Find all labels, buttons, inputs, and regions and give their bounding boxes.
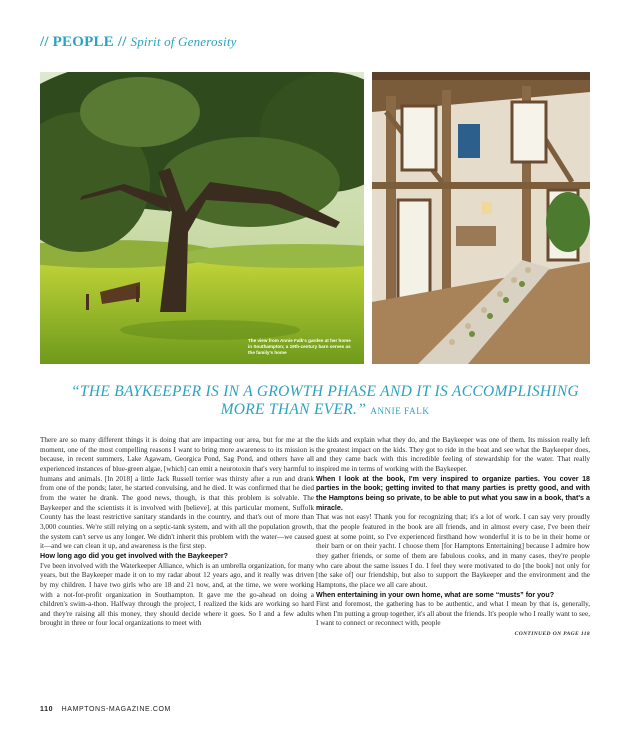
section-label: // PEOPLE // (40, 34, 127, 50)
interview-question: How long ago did you get involved with the Baykeeper? (40, 551, 229, 560)
body-paragraph: That was not easy! Thank you for recognizing that; it's a lot of work. I can say very proudly that the people featured in the book are all friends, and in almost every case, I've been their guest at some point, so I've experienced firsthand how wonderful it is to be in their home or their barn or on their yacht. I choose them [for Hamptons Entertaining] because I admire how they gather friends, or some of them are fabulous cooks, and in many cases, they're people who care about the same issues I do. I feel they were motivated to do [the book] not only for [the sake of] our friendship, but also to support the Baykeeper and the environment and the Hamptons, the place we all care about. (316, 513, 590, 589)
body-paragraph: the kids and explain what they do, and the Baykeeper was one of them. Its mission really left the greatest impact on the kids. They got to ride in the boat and see what the Baykeeper does, and they came back with this incredible feeling of stewardship for the water. That really inspired me in terms of working with the Baykeeper. (316, 436, 590, 473)
landscape-tree-icon (40, 72, 364, 364)
pull-quote-text: “THE BAYKEEPER IS IN A GROWTH PHASE AND IT IS ACCOMPLISHING MORE THAN EVER.” (71, 383, 579, 418)
article-column-right (316, 436, 590, 640)
section-subtitle: Spirit of Generosity (130, 34, 237, 49)
barn-interior-icon (372, 72, 590, 364)
page-number: 110 (40, 706, 54, 713)
pull-quote-attribution: ANNIE FALK (370, 406, 430, 416)
interview-question: When I look at the book, I'm very inspired to organize parties. You cover 18 parties in the book; getting invited to that many parties is pretty good, and with the Hamptons being so private, to be able to put what you saw in a book, that's a miracle. (316, 474, 590, 512)
body-paragraph: First and foremost, the gathering has to be authentic, and what I mean by that is, generally, when I'm putting a group together, it's all about the friends. It's people who I really want to see, I want to connect or reconnect with, people (316, 600, 590, 628)
body-paragraph: There are so many different things it is doing that are impacting our area, but for me at the moment, one of the most compelling reasons I want to bring more awareness to its mission is because, in recent summers, Lake Agawam, Georgica Pond, Sag Pond, and others have all experienced instances of blue-green algae, [which] can emit a neurotoxin that's very harmful to humans and animals. [In 2018] a little Jack Russell terrier was thirsty after a run and drank from one of the ponds; later, he started convulsing, and he died. It was confirmed that he died from the water he drank. The good news, though, is that this problem is solvable. The Baykeeper and the scientists it is involved with [believe], at this particular moment, Suffolk County has the least restrictive sanitary standards in the country, and that's out of more than 3,000 counties. We're still relying on a septic-tank system, and with all the population growth, the system can't serve us any longer. We didn't inherit this problem with the water—we caused it—and we can clean it up, and awareness is the first step. (40, 436, 314, 551)
magazine-url: HAMPTONS-MAGAZINE.COM (61, 706, 171, 713)
section-header (40, 34, 600, 51)
body-paragraph: I've been involved with the Waterkeeper Alliance, which is an umbrella organization, for many years, but the Baykeeper made it on to my radar about 12 years ago, and it really was driven by my children. I have two girls who are 18 and 21 now, and, at the time, we were working with a not-for-profit organization in Southampton. It gave me the go-ahead on doing a children's swim-a-thon. Halfway through the project, I realized the kids are working so hard and they're raising all this money, they should decide where it goes. So I and a few adults brought in three or four local organizations to meet with (40, 561, 314, 628)
barn-interior-photo (372, 72, 590, 364)
landscape-tree-photo (40, 72, 364, 364)
article-column-left (40, 436, 314, 629)
continued-note: CONTINUED ON PAGE 118 (514, 631, 590, 638)
page-folio (40, 706, 171, 713)
interview-question: When entertaining in your own home, what are some “musts” for you? (316, 590, 555, 599)
pull-quote (60, 383, 590, 420)
photo-caption: The view from Annie Falk's garden at her home in Southampton; a 19th-century barn serves as the family's home (248, 338, 351, 355)
